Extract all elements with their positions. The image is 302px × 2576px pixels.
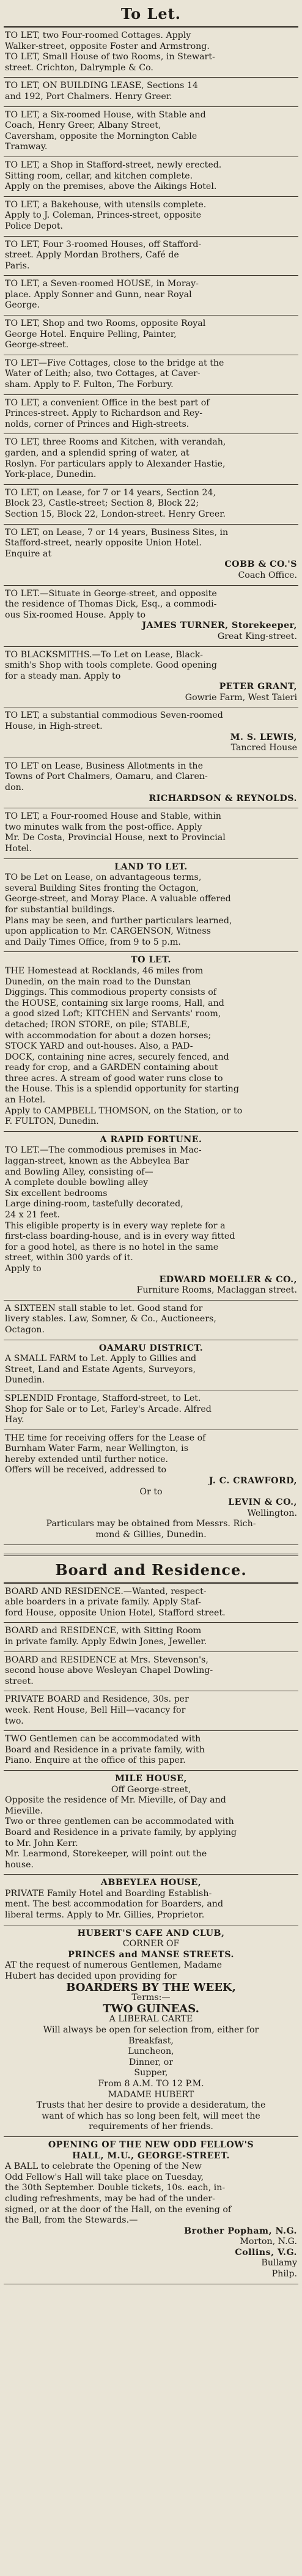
ad-line: Water of Leith; also, two Cottages, at Caver-: [5, 369, 201, 379]
ad-line: TO LET—Five Cottages, close to the bridge at the: [5, 358, 224, 368]
advertisement: [4, 2137, 298, 2284]
ad-signature: Coach Office.: [238, 570, 297, 580]
ad-line: Large dining-room, tastefully decorated,: [5, 1199, 183, 1209]
ad-line: Police Depot.: [5, 221, 64, 231]
ad-line: several Building Sites fronting the Octagon,: [5, 883, 199, 893]
ad-title: OPENING OF THE NEW ODD FELLOW'S: [48, 2139, 254, 2150]
advertisement: [4, 1875, 298, 1925]
ad-line: Shop for Sale or to Let, Farley's Arcade. Alfred: [5, 1404, 212, 1414]
ad-line: first-class boarding-house, and is in every way fitted: [5, 1231, 235, 1242]
ad-line: don.: [5, 783, 24, 793]
ad-line: Odd Fellow's Hall will take place on Tuesday,: [5, 2172, 204, 2182]
ad-line: George.: [5, 300, 40, 311]
ad-line: Octagon.: [5, 1324, 45, 1335]
ad-line: and Daily Times Office, from 9 to 5 p.m.: [5, 937, 181, 947]
advertisement: [4, 647, 298, 708]
ad-line: This eligible property is in every way replete for a: [5, 1220, 226, 1231]
ad-line: for a good hotel, as there is no hotel in the same: [5, 1242, 219, 1252]
ad-line: A SMALL FARM to Let. Apply to Gillies and: [5, 1354, 197, 1364]
ad-line: PRIVATE BOARD and Residence, 30s. per: [5, 1694, 189, 1705]
ad-subtitle: CORNER OF: [122, 1939, 180, 1949]
ad-title: HALL, M.U., GEORGE-STREET.: [72, 2150, 230, 2161]
ad-line: Apply to: [5, 1263, 42, 1274]
ad-heading: TWO GUINEAS.: [103, 2002, 199, 2015]
ad-line: liberal terms. Apply to Mr. Gillies, Proprietor.: [5, 1910, 205, 1921]
ad-line: A complete double bowling alley: [5, 1178, 149, 1188]
advertisement: [4, 157, 298, 197]
ad-line: livery stables. Law, Somner, & Co., Auctioneers,: [5, 1314, 216, 1324]
ad-line: TO LET, Four 3-roomed Houses, off Stafford-: [5, 239, 202, 249]
ad-line: ment. The best accommodation for Boarders, and: [5, 1899, 224, 1910]
section-heading: To Let.: [4, 0, 298, 28]
ad-title: HUBERT'S CAFE AND CLUB,: [77, 1928, 225, 1938]
advertisement: [4, 434, 298, 484]
advertisement: [4, 1390, 298, 1430]
ad-line: TO LET, ON BUILDING LEASE, Sections 14: [5, 81, 198, 91]
ad-line: and 192, Port Chalmers. Henry Greer.: [5, 91, 172, 101]
ad-line: Hubert has decided upon providing for: [5, 1971, 177, 1982]
ad-signature: J. C. CRAWFORD,: [208, 1476, 297, 1486]
ad-line: able boarders in a private family. Apply Staf-: [5, 1597, 201, 1607]
ad-line: Board and Residence in a private family, with: [5, 1744, 205, 1755]
advertisement: [4, 1623, 298, 1652]
ad-line: street. Crichton, Dalrymple & Co.: [5, 62, 153, 73]
ad-line: in private family. Apply Edwin Jones, Jeweller.: [5, 1637, 207, 1647]
ad-line: Street, Land and Estate Agents, Surveyors,: [5, 1364, 196, 1375]
ad-line: House, in High-street.: [5, 722, 103, 732]
advertisement: [4, 197, 298, 237]
ad-line: house.: [5, 1859, 34, 1870]
ad-line: the Ball, from the Stewards.—: [5, 2215, 138, 2226]
ad-line: George-street.: [5, 340, 69, 350]
ad-line: laggan-street, known as the Abbeylea Bar: [5, 1156, 190, 1167]
advertisement: [4, 485, 298, 525]
ad-line: Two or three gentlemen can be accommodated with: [5, 1817, 234, 1827]
ad-line: signed, or at the door of the Hall, on the evening of: [5, 2204, 232, 2215]
ad-line: street.: [5, 1676, 34, 1686]
ad-line: two minutes walk from the post-office. Apply: [5, 822, 202, 832]
advertisement: [4, 316, 298, 355]
ad-line: a good sized Loft; KITCHEN and Servants' room,: [5, 1009, 221, 1019]
ad-line: Block 23, Castle-street; Section 8, Block 22;: [5, 498, 199, 509]
ad-line: Apply to J. Coleman, Princes-street, opposite: [5, 210, 202, 221]
ad-line: Diggings. This commodious property consists of: [5, 987, 216, 998]
ad-line: cluding refreshments, may be had of the under-: [5, 2193, 215, 2204]
ad-line: Plans may be seen, and further particulars learned,: [5, 915, 232, 926]
ad-line: Tramway.: [5, 142, 48, 152]
ad-line: nolds, corner of Princes and High-streets.: [5, 419, 190, 429]
ad-line: Dunedin, on the main road to the Dunstan: [5, 976, 191, 987]
advertisement: [4, 952, 298, 1132]
ad-line: TO LET, a Bakehouse, with utensils complete.: [5, 199, 207, 210]
ad-line: Roslyn. For particulars apply to Alexander Hastie,: [5, 459, 226, 469]
advertisement: [4, 1301, 298, 1340]
ad-line: the HOUSE, containing six large rooms, Hall, and: [5, 998, 224, 1008]
ad-line: STOCK YARD and out-houses. Also, a PAD-: [5, 1041, 193, 1052]
ad-line: Apply on the premises, above the Aikings Hotel.: [5, 182, 217, 192]
ad-connector: Terms:—: [131, 1993, 171, 2003]
ad-line: George-street, and Moray Place. A valuable offered: [5, 894, 231, 904]
ad-subtitle: Off George-street,: [111, 1784, 191, 1795]
ad-heading: BOARDERS BY THE WEEK,: [66, 1980, 236, 1994]
ad-line: street. Apply Mordan Brothers, Café de: [5, 250, 179, 260]
ad-title: OAMARU DISTRICT.: [98, 1343, 204, 1353]
ad-line: Walker-street, opposite Foster and Armstrong.: [5, 41, 210, 51]
ad-line: THE time for receiving offers for the Lease of: [5, 1433, 206, 1443]
ad-line: SPLENDID Frontage, Stafford-street, to Let.: [5, 1393, 201, 1403]
ad-line: ous Six-roomed House. Apply to: [5, 610, 146, 620]
ad-line: second house above Wesleyan Chapel Dowling-: [5, 1666, 213, 1676]
ad-title: ABBEYLEA HOUSE,: [100, 1878, 202, 1888]
ad-line: hereby extended until further notice.: [5, 1454, 169, 1464]
ad-signature: Philp.: [271, 2269, 297, 2279]
ad-line: Paris.: [5, 260, 30, 271]
ad-tail: Particulars may be obtained from Messrs. Rich- mond & Gillies, Dunedin.: [46, 1519, 256, 1540]
ad-line: and Bowling Alley, consisting of—: [5, 1167, 153, 1177]
ad-line: street, within 300 yards of it.: [5, 1253, 133, 1263]
ad-line: Hotel.: [5, 844, 32, 854]
ad-signature: M. S. LEWIS,: [230, 732, 297, 742]
ad-line: TO LET, a substantial commodious Seven-roomed: [5, 710, 223, 721]
ad-signature: EDWARD MOELLER & CO.,: [159, 1274, 297, 1285]
ad-line: PRIVATE Family Hotel and Boarding Establish-: [5, 1888, 212, 1899]
advertisement: [4, 1132, 298, 1301]
ad-line: TO LET, a Seven-roomed HOUSE, in Moray-: [5, 279, 199, 289]
advertisement: [4, 355, 298, 395]
advertisement: [4, 28, 298, 78]
ad-line: ford House, opposite Union Hotel, Stafford street.: [5, 1607, 226, 1618]
advertisement: [4, 758, 298, 808]
ad-line: TO LET, three Rooms and Kitchen, with verandah,: [5, 437, 226, 448]
ad-title: PRINCES and MANSE STREETS.: [68, 1949, 234, 1960]
advertisement: [4, 1652, 298, 1692]
ad-line: garden, and a splendid spring of water, at: [5, 448, 190, 458]
ad-line: Stafford-street, nearly opposite Union Hotel.: [5, 538, 202, 548]
ad-line: Mieville.: [5, 1806, 43, 1816]
ad-line: Piano. Enquire at the office of this paper.: [5, 1755, 186, 1766]
ad-line: TO LET, a Six-roomed House, with Stable and: [5, 109, 206, 120]
advertisement: [4, 525, 298, 586]
ad-signature: Bullamy: [261, 2258, 297, 2268]
ad-line: DOCK, containing nine acres, securely fenced, and: [5, 1052, 229, 1062]
ad-line: 24 x 21 feet.: [5, 1210, 60, 1220]
ad-line: Offers will be received, addressed to: [5, 1465, 167, 1475]
ad-line: TO LET, a Four-roomed House and Stable, within: [5, 811, 221, 822]
ad-line: three acres. A stream of good water runs close to: [5, 1073, 223, 1083]
ad-line: with accommodation for about a dozen horses;: [5, 1030, 212, 1041]
ad-line: place. Apply Sonner and Gunn, near Royal: [5, 289, 192, 300]
ad-line: F. FULTON, Dunedin.: [5, 1116, 99, 1127]
ad-line: TO LET.—Situate in George-street, and opposite: [5, 588, 217, 599]
ad-line: TO be Let on Lease, on advantageous terms,: [5, 873, 202, 883]
ad-signature: Morton, N.G.: [240, 2237, 297, 2247]
ad-line: detached; IRON STORE, on pile; STABLE,: [5, 1019, 190, 1030]
ad-connector: Or to: [139, 1486, 163, 1497]
advertisement: [4, 107, 298, 157]
ad-line: TO LET, Small House of two Rooms, in Stewart-: [5, 52, 215, 62]
ad-line: Apply to CAMPBELL THOMSON, on the Station, or to: [5, 1105, 243, 1116]
advertisement: [4, 1925, 298, 2137]
ad-line: BOARD AND RESIDENCE.—Wanted, respect-: [5, 1586, 207, 1596]
ad-tail: A LIBERAL CARTE Will always be open for selection from, either for Breakfast, Luncheon, Dinner, or Supper, From 8 A.M. TO 12 P.M. MADAME HUBERT Trusts that her desire to provide a desideratum, the want of which has so long been felt, will meet the requirements of her friends.: [36, 2014, 266, 2132]
ad-line: BOARD and RESIDENCE at Mrs. Stevenson's,: [5, 1655, 208, 1665]
advertisement: [4, 1340, 298, 1390]
ad-line: BOARD and RESIDENCE, with Sitting Room: [5, 1626, 202, 1636]
advertisement: [4, 237, 298, 276]
ad-line: TO LET.—The commodious premises in Mac-: [5, 1145, 202, 1156]
ad-title: A RAPID FORTUNE.: [100, 1134, 202, 1145]
ad-line: TO LET on Lease, Business Allotments in the: [5, 761, 203, 771]
ad-line: TO LET, a convenient Office in the best part of: [5, 397, 210, 408]
ad-line: two.: [5, 1716, 24, 1726]
ad-line: Hay.: [5, 1415, 24, 1425]
ad-line: to Mr. John Kerr.: [5, 1838, 78, 1848]
ad-line: the House. This is a splendid opportunity for starting: [5, 1084, 239, 1094]
ad-line: TO LET, a Shop in Stafford-street, newly erected.: [5, 160, 222, 170]
ad-line: TO BLACKSMITHS.—To Let on Lease, Black-: [5, 649, 203, 660]
ad-line: TO LET, Shop and two Rooms, opposite Royal: [5, 319, 206, 329]
ad-line: Caversham, opposite the Mornington Cable: [5, 131, 197, 141]
ad-line: A BALL to celebrate the Opening of the New: [5, 2161, 202, 2172]
ad-line: the residence of Thomas Dick, Esq., a commodi-: [5, 599, 217, 610]
ad-line: smith's Shop with tools complete. Good opening: [5, 660, 217, 671]
ad-signature: Furniture Rooms, Maclaggan street.: [136, 1285, 297, 1296]
section-heading: Board and Residence.: [4, 1554, 298, 1584]
advertisement: [4, 707, 298, 758]
ad-line: Coach, Henry Greer, Albany Street,: [5, 120, 161, 131]
ad-line: Section 15, Block 22, London-street. Henry Greer.: [5, 509, 226, 519]
ad-line: Opposite the residence of Mr. Mieville, of Day and: [5, 1795, 226, 1806]
ad-title: LAND TO LET.: [114, 862, 188, 872]
ad-line: Dunedin.: [5, 1375, 45, 1386]
ad-line: Enquire at: [5, 548, 52, 559]
ad-signature: JAMES TURNER, Storekeeper,: [142, 621, 297, 631]
advertisement: [4, 586, 298, 647]
ad-line: Mr. Learmond, Storekeeper, will point out the: [5, 1849, 207, 1859]
advertisement: [4, 1691, 298, 1731]
ad-signature: LEVIN & CO.,: [228, 1497, 297, 1508]
ad-line: Board and Residence in a private family, by applying: [5, 1827, 237, 1837]
advertisement: [4, 859, 298, 953]
ad-line: Towns of Port Chalmers, Oamaru, and Claren-: [5, 772, 208, 782]
ad-signature: PETER GRANT,: [219, 682, 297, 692]
advertisement: [4, 1430, 298, 1545]
ad-signature: Collins, V.G.: [235, 2247, 297, 2257]
ad-signature: Brother Popham, N.G.: [184, 2226, 297, 2236]
advertisement: [4, 395, 298, 435]
ad-line: sham. Apply to F. Fulton, The Forbury.: [5, 380, 174, 390]
ad-line: AT the request of numerous Gentlemen, Madame: [5, 1960, 223, 1971]
advertisement: [4, 808, 298, 858]
ad-signature: RICHARDSON & REYNOLDS.: [149, 793, 297, 803]
advertisement: [4, 1731, 298, 1771]
ad-line: upon application to Mr. CARGENSON, Witness: [5, 926, 211, 937]
ad-line: Burnham Water Farm, near Wellington, is: [5, 1444, 188, 1454]
ad-line: TO LET, on Lease, 7 or 14 years, Business Sites, in: [5, 527, 229, 537]
advertisement: [4, 1584, 298, 1623]
ad-line: TWO Gentlemen can be accommodated with: [5, 1734, 201, 1744]
ad-line: an Hotel.: [5, 1095, 46, 1105]
ad-title: TO LET.: [131, 955, 171, 965]
ad-signature: Great King-street.: [217, 631, 297, 641]
ad-signature: COBB & CO.'S: [224, 559, 297, 570]
ad-line: York-place, Dunedin.: [5, 470, 97, 480]
ad-line: week. Rent House, Bell Hill—vacancy for: [5, 1705, 186, 1715]
ad-line: Princes-street. Apply to Richardson and Rey-: [5, 408, 203, 419]
ad-signature: Wellington.: [247, 1508, 297, 1518]
advertisement: [4, 1771, 298, 1875]
ad-line: Six excellent bedrooms: [5, 1188, 108, 1198]
ad-line: Sitting room, cellar, and kitchen complete.: [5, 171, 193, 181]
ad-line: TO LET, on Lease, for 7 or 14 years, Section 24,: [5, 487, 216, 498]
ad-line: for substantial buildings.: [5, 904, 115, 915]
ad-signature: Gowrie Farm, West Taieri: [185, 692, 297, 703]
ad-line: the 30th September. Double tickets, 10s. each, in-: [5, 2183, 226, 2193]
ad-title: MILE HOUSE,: [115, 1773, 187, 1784]
advertisement: [4, 78, 298, 106]
ad-line: THE Homestead at Rocklands, 46 miles from: [5, 965, 204, 976]
ad-signature: Tancred House: [230, 743, 297, 753]
ad-line: George Hotel. Enquire Pelling, Painter,: [5, 329, 177, 339]
ad-line: ready for crop, and a GARDEN containing about: [5, 1063, 218, 1073]
ad-line: Mr. De Costa, Provincial House, next to Provincial: [5, 833, 226, 843]
ad-line: A SIXTEEN stall stable to let. Good stand for: [5, 1303, 203, 1313]
ad-line: TO LET, two Four-roomed Cottages. Apply: [5, 31, 191, 40]
advertisement: [4, 276, 298, 316]
ad-line: for a steady man. Apply to: [5, 671, 121, 681]
